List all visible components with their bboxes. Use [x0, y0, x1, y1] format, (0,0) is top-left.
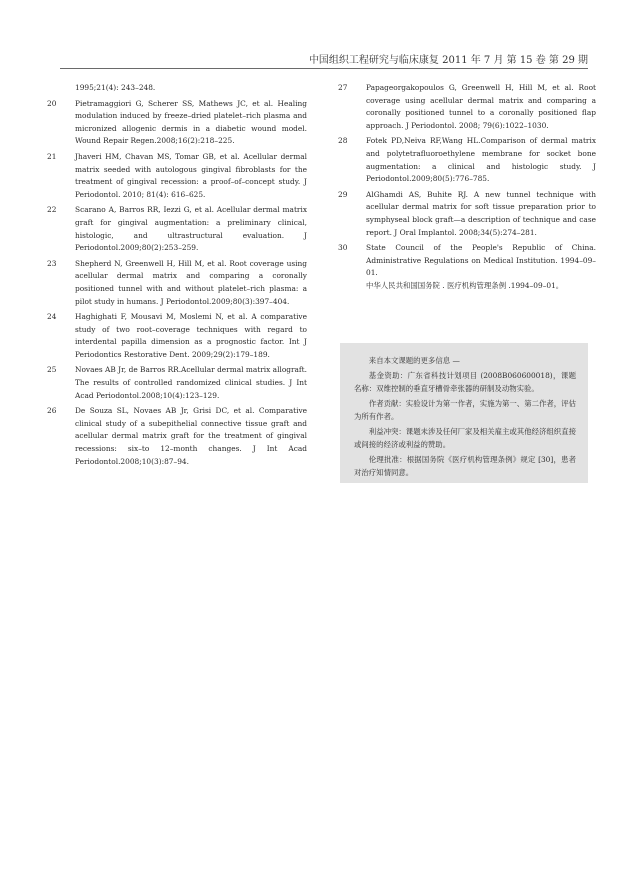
info-box-title: 来自本文课题的更多信息 —	[368, 356, 460, 365]
reference-text: 中华人民共和国国务院 . 医疗机构管理条例 .1994–09–01。	[366, 280, 564, 290]
reference-number: 24	[47, 312, 57, 322]
reference-number: 25	[47, 365, 57, 375]
reference-item	[338, 280, 596, 293]
reference-text: Scarano A, Barros RR, Iezzi G, et al. Acellular dermal matrix graft for gingival augmentation: a preliminary clinical, histologic, and ultrastructural evaluation. J Periodontol.2009;80(2):253–259.	[75, 205, 307, 253]
reference-item	[47, 82, 307, 95]
reference-text: De Souza SL, Novaes AB Jr, Grisi DC, et al. Comparative clinical study of a subepithelial connective tissue graft and acellular dermal matrix graft for the treatment of gingival recessions: six–to 12–month changes. J Int Acad Periodontol.2008;10(3):87–94.	[75, 406, 307, 466]
reference-item	[338, 189, 596, 239]
reference-item	[47, 258, 307, 308]
reference-number: 30	[338, 243, 348, 253]
reference-number: 22	[47, 205, 57, 215]
reference-text: 1995;21(4): 243–248.	[75, 83, 156, 92]
funding-statement: 基金资助：广东省科技计划项目 (2008B060600018)，课题名称：双维控制的垂直牙槽骨牵张器的研制及动物实验。	[354, 371, 576, 393]
ethics-approval-statement: 伦理批准：根据国务院《医疗机构管理条例》规定 [30]，患者对治疗知情同意。	[354, 455, 576, 477]
reference-item	[47, 405, 307, 468]
reference-number: 28	[338, 136, 348, 146]
reference-number: 21	[47, 151, 57, 161]
reference-item	[47, 98, 307, 148]
running-head: 中国组织工程研究与临床康复 2011 年 7 月 第 15 卷 第 29 期	[308, 55, 588, 66]
reference-text: Haghighati F, Mousavi M, Moslemi N, et al. A comparative study of two root–coverage techniques with regard to interdental papilla dimension as a prognostic factor. Int J Periodontics Restorative Dent. 2009;29(2):179–189.	[75, 312, 307, 359]
reference-text: Pietramaggiori G, Scherer SS, Mathews JC, et al. Healing modulation induced by freeze–dried platelet–rich plasma and micronized allogenic dermis in a diabetic wound model. Wound Repair Regen.2008;16(2):218–225.	[75, 98, 307, 146]
reference-item	[338, 242, 596, 280]
author-contribution-statement: 作者贡献：实验设计为第一作者，实施为第一、第二作者，评估为所有作者。	[354, 399, 576, 421]
reference-item	[47, 151, 307, 201]
article-info-box	[340, 343, 588, 483]
reference-number: 23	[47, 258, 57, 268]
reference-item	[338, 135, 596, 185]
references-left-column	[47, 82, 307, 471]
reference-text: Jhaveri HM, Chavan MS, Tomar GB, et al. Acellular dermal matrix seeded with autologous gingival fibroblasts for the treatment of gingival recession: a proof–of–concept study. J Periodontol. 2010; 81(4): 616–625.	[75, 151, 307, 199]
reference-text: AlGhamdi AS, Buhite RJ. A new tunnel technique with acellular dermal matrix for soft tissue preparation prior to symphyseal block graft—a description of technique and case report. J Oral Implantol. 2008;34(5):274–281.	[366, 189, 596, 237]
reference-item	[47, 204, 307, 254]
reference-number: 26	[47, 406, 57, 416]
reference-text: Shepherd N, Greenwell H, Hill M, et al. Root coverage using acellular dermal matrix and comparing a coronally positioned tunnel with and without platelet–rich plasma: a pilot study in humans. J Periodontol.2009;80(3):397–404.	[75, 258, 307, 306]
reference-text: Fotek PD,Neiva RF,Wang HL.Comparison of dermal matrix and polytetrafluoroethylene membrane for socket bone augmentation: a clinical and histologic study. J Periodontol.2009;80(5):776–785.	[366, 136, 596, 184]
reference-number: 29	[338, 189, 348, 199]
reference-number: 20	[47, 98, 57, 108]
reference-number: 27	[338, 83, 348, 92]
reference-item	[47, 364, 307, 402]
reference-text: Papageorgakopoulos G, Greenwell H, Hill M, et al. Root coverage using acellular dermal matrix and comparing a coronally positioned tunnel to a coronally positioned flap approach. J Periodontol. 2008; 79(6):1022–1030.	[366, 83, 596, 130]
header-rule	[60, 68, 588, 69]
reference-item	[47, 311, 307, 361]
conflict-of-interest-statement: 利益冲突：课题未涉及任何厂家及相关雇主或其他经济组织直接或间接的经济或利益的赞助。	[354, 427, 576, 449]
reference-text: State Council of the People's Republic of China. Administrative Regulations on Medical Institution. 1994–09–01.	[366, 243, 596, 278]
reference-text: Novaes AB Jr, de Barros RR.Acellular dermal matrix allograft. The results of controlled randomized clinical studies. J Int Acad Periodontol.2008;10(4):123–129.	[75, 365, 307, 400]
references-right-column	[338, 82, 596, 296]
reference-item	[338, 82, 596, 132]
